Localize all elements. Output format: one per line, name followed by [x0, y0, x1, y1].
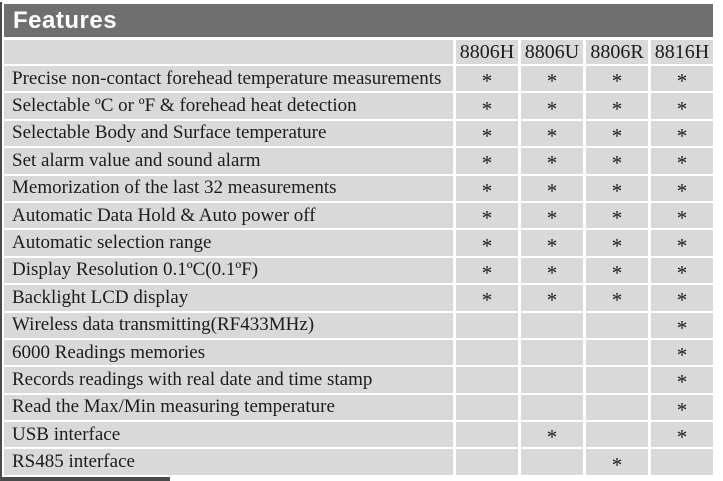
- mark-cell: *: [521, 285, 583, 310]
- mark-cell: *: [586, 449, 648, 474]
- mark-cell: *: [586, 230, 648, 255]
- feature-cell: Automatic selection range: [4, 230, 453, 255]
- mark-cell: *: [521, 422, 583, 447]
- mark-cell: *: [521, 66, 583, 91]
- mark-cell: *: [651, 121, 713, 146]
- mark-cell: [521, 313, 583, 338]
- mark-cell: *: [586, 148, 648, 173]
- mark-cell: [456, 313, 518, 338]
- table-title-bar: [4, 4, 713, 37]
- mark-cell: *: [456, 258, 518, 283]
- feature-cell: Backlight LCD display: [4, 285, 453, 310]
- mark-cell: *: [456, 230, 518, 255]
- mark-cell: *: [651, 285, 713, 310]
- features-table: [4, 40, 713, 475]
- mark-cell: *: [651, 422, 713, 447]
- table-content: [4, 4, 713, 475]
- mark-cell: *: [586, 203, 648, 228]
- feature-cell: RS485 interface: [4, 449, 453, 474]
- column-header-8806R: 8806R: [586, 40, 648, 64]
- mark-cell: *: [521, 203, 583, 228]
- mark-cell: *: [456, 176, 518, 201]
- mark-cell: *: [651, 93, 713, 118]
- mark-cell: *: [521, 176, 583, 201]
- table-bottom-border: [0, 477, 170, 481]
- mark-cell: [521, 340, 583, 365]
- feature-cell: Display Resolution 0.1ºC(0.1ºF): [4, 258, 453, 283]
- mark-cell: *: [586, 176, 648, 201]
- mark-cell: *: [521, 148, 583, 173]
- mark-cell: [586, 313, 648, 338]
- mark-cell: *: [456, 93, 518, 118]
- feature-cell: Set alarm value and sound alarm: [4, 148, 453, 173]
- feature-cell: Records readings with real date and time stamp: [4, 367, 453, 392]
- mark-cell: [521, 449, 583, 474]
- mark-cell: *: [651, 395, 713, 420]
- mark-cell: *: [456, 148, 518, 173]
- mark-cell: *: [586, 93, 648, 118]
- mark-cell: *: [521, 230, 583, 255]
- feature-cell: Read the Max/Min measuring temperature: [4, 395, 453, 420]
- column-header-8816H: 8816H: [651, 40, 713, 64]
- mark-cell: [521, 367, 583, 392]
- feature-cell: 6000 Readings memories: [4, 340, 453, 365]
- mark-cell: *: [651, 176, 713, 201]
- mark-cell: *: [586, 285, 648, 310]
- mark-cell: *: [651, 258, 713, 283]
- mark-cell: [456, 367, 518, 392]
- column-header-8806H: 8806H: [456, 40, 518, 64]
- mark-cell: *: [651, 230, 713, 255]
- mark-cell: [586, 340, 648, 365]
- feature-cell: Wireless data transmitting(RF433MHz): [4, 313, 453, 338]
- mark-cell: *: [651, 313, 713, 338]
- mark-cell: *: [456, 203, 518, 228]
- mark-cell: *: [521, 93, 583, 118]
- mark-cell: *: [651, 367, 713, 392]
- mark-cell: *: [586, 121, 648, 146]
- mark-cell: *: [521, 121, 583, 146]
- mark-cell: [456, 340, 518, 365]
- mark-cell: [651, 449, 713, 474]
- feature-cell: Precise non-contact forehead temperature measurements: [4, 66, 453, 91]
- page-title: Features: [13, 6, 118, 34]
- corner-cell: [4, 40, 453, 64]
- mark-cell: *: [651, 66, 713, 91]
- mark-cell: *: [521, 258, 583, 283]
- mark-cell: *: [586, 66, 648, 91]
- column-header-8806U: 8806U: [521, 40, 583, 64]
- mark-cell: *: [651, 148, 713, 173]
- mark-cell: [456, 422, 518, 447]
- mark-cell: *: [456, 66, 518, 91]
- feature-cell: Memorization of the last 32 measurements: [4, 176, 453, 201]
- table-left-border: [0, 2, 2, 481]
- mark-cell: [586, 395, 648, 420]
- mark-cell: *: [651, 203, 713, 228]
- mark-cell: [586, 367, 648, 392]
- mark-cell: *: [456, 121, 518, 146]
- mark-cell: [586, 422, 648, 447]
- feature-cell: Selectable Body and Surface temperature: [4, 121, 453, 146]
- mark-cell: *: [586, 258, 648, 283]
- mark-cell: *: [456, 285, 518, 310]
- mark-cell: *: [651, 340, 713, 365]
- mark-cell: [521, 395, 583, 420]
- mark-cell: [456, 395, 518, 420]
- feature-cell: Automatic Data Hold & Auto power off: [4, 203, 453, 228]
- feature-cell: USB interface: [4, 422, 453, 447]
- feature-cell: Selectable ºC or ºF & forehead heat detection: [4, 93, 453, 118]
- mark-cell: [456, 449, 518, 474]
